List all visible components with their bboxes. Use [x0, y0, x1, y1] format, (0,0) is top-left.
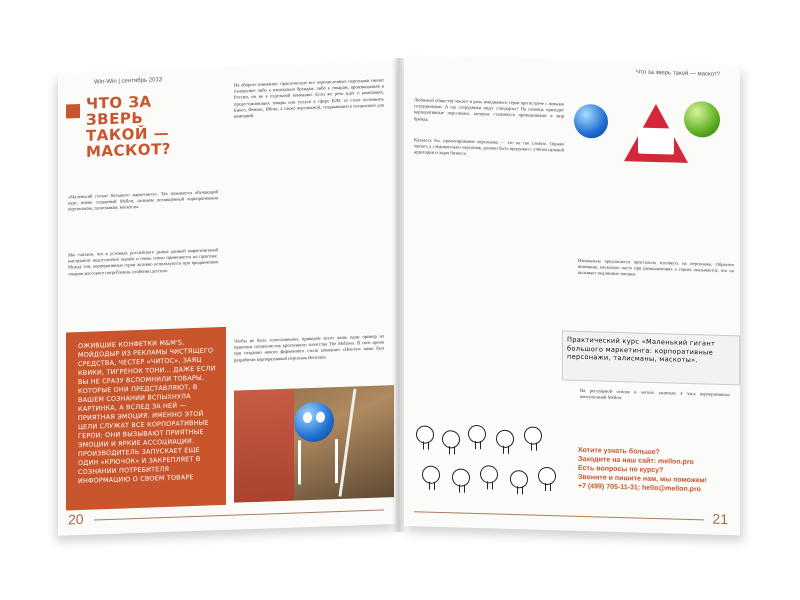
article-title: ЧТО ЗА ЗВЕРЬ ТАКОЙ — МАСКОТ?	[86, 92, 171, 161]
course-title: Практический курс «Маленький гигант большого маркетинга: корпоративные персонажи, талисманы, маскоты».	[567, 335, 716, 365]
mascot-left-eye	[303, 412, 312, 423]
sketch-8-icon	[480, 465, 498, 484]
title-accent-bar	[66, 104, 80, 118]
pull-quote-text: ОЖИВШИЕ КОНФЕТКИ M&M'S, МОЙДОДЫР ИЗ РЕКЛАМЫ ЧИСТЯЩЕГО СРЕДСТВА, ЧЕСТЕР «ЧИТОС», ЗАЯЦ КВИКИ, ТИГРЕНОК ТОНИ... ДАЖЕ ЕСЛИ ВЫ НЕ СРАЗУ ВСПОМНИЛИ ТОВАРЫ, КОТОРЫЕ ОНИ ПРЕДСТАВЛЯЮТ, В ВАШЕМ СОЗНАНИИ ВСПЫХНУЛА КАРТИНКА, А ВСЛЕД ЗА НЕЙ — ПРИЯТНАЯ ЭМОЦИЯ. ИМЕННО ЭТОЙ ЦЕЛИ СЛУЖАТ ВСЕ КОРПОРАТИВНЫЕ ГЕРОИ: ОНИ ВЫЗЫВАЮТ ПРИЯТНЫЕ ЭМОЦИИ И ЯРКИЕ АССОЦИАЦИИ. ПРОИЗВОДИТЕЛЬ ЗАПУСКАЕТ ЕЩЕ ОДИН «КРЮЧОК» И ЗАКРЕПЛЯЕТ В СОЗНАНИИ ПОТРЕБИТЕЛЯ ИНФОРМАЦИЮ О СВОЕМ ТОВАРЕ	[78, 338, 216, 486]
right-page-number: 21	[712, 510, 728, 528]
mascot-illustration	[566, 80, 734, 181]
flag-pole	[338, 389, 356, 497]
blue-ball-mascot	[574, 104, 608, 139]
warning-sign-picture	[638, 128, 674, 155]
left-page-number: 20	[68, 510, 84, 528]
mascot-right-eye	[316, 411, 325, 422]
body-column-2: На обороте внимание: практические все перечисленные персонажи имеют отношение либо к изначально брендам, либо к товарам, производимым в России, но не к отдельной компании. Если же речь идёт о компаниях, предоставляющих товары или услуги в сфере B2B, то стоит вспомнить Бинго, Феникс, Ибикс, а также персонажей, создававшихся специально для компаний.	[234, 77, 384, 119]
sketch-7-icon	[452, 468, 470, 487]
course-announcement-box	[562, 330, 740, 385]
red-flag-fabric	[234, 389, 294, 503]
pull-quote-box	[66, 327, 226, 511]
sketch-5-icon	[524, 426, 542, 445]
right-page	[404, 57, 740, 535]
right-footer-rule	[414, 511, 704, 520]
course-note: На регулярной основе в легких занятиях 4 часа корпоративных консультаций Mellon.	[580, 387, 730, 401]
right-body-column-1: Любимый обществу маскот и роль имиджевого героя при встрече с новыми сотрудниками. А где сотрудники ищут стандарты? На помощь приходят корпоративные персонажи, которые становятся проводниками в мир бренда.	[414, 97, 564, 122]
sketch-3-icon	[468, 425, 486, 444]
promo-line-2: Заходите на наш сайт: mellon.pro	[578, 455, 694, 467]
left-footer-rule	[94, 509, 384, 520]
promo-line-1: Хотите узнать больше?	[578, 446, 660, 457]
right-running-head: Что за зверь такой — маскот?	[636, 69, 720, 78]
mascot-sketches	[412, 421, 568, 511]
right-body-column-3: Изначально предлагается пристально взглянуть на персонажа. Обратите внимание, насколько часто при размышлениях о героях оказывается, что он вызывает подлинные эмоции.	[578, 257, 734, 277]
mascot-photo	[234, 385, 394, 503]
intro-paragraph: «Маленький гигант большого маркетинга». Так называется обучающий курс, вновь созданный Mellon, целиком посвящённый корпоративным персонажам, талисманам, маскотам.	[68, 189, 218, 212]
sketch-9-icon	[510, 470, 528, 489]
sketch-4-icon	[496, 430, 514, 449]
promo-line-4: Звоните и пишите нам, мы поможем!	[578, 473, 708, 485]
sketch-10-icon	[538, 467, 556, 486]
green-ball-mascot	[684, 101, 720, 138]
promo-block	[578, 446, 738, 495]
left-running-head: Win-Win | сентябрь 2013	[94, 77, 163, 86]
blue-mascot-figure	[294, 401, 334, 442]
body-column-3: Чтобы не быть голословными, приведём всего лишь один пример из практики специалистов креативного агентства The Mellows. В свое время при создании нового фирменного стиля компании «Неоген» нами был разработан корпоративный персонаж Неотоша.	[234, 333, 384, 363]
promo-line-3: Есть вопросы по курсу?	[578, 464, 664, 475]
mascot-legs	[298, 439, 338, 484]
right-body-column-2: Казалось бы, проектирование персонажа — это не так сложно. Однако маскот, а следовательно персонаж, должен быть продуман с учётом целевой аудитории и задач бизнеса.	[414, 137, 564, 157]
sketch-2-icon	[442, 430, 460, 449]
promo-line-5: +7 (499) 705-11-31; hello@mellon.pro	[578, 482, 701, 494]
body-column-1: Мы считаем, что в условиях российского рынка данный маркетинговый инструмент недостаточно оценён и очень плохо применяется на практике. Между тем, корпоративные герои активно используются при продвижении товаров массового потребления, особенно детских.	[68, 247, 218, 277]
sketch-6-icon	[422, 466, 440, 485]
left-page	[58, 63, 396, 536]
sketch-1-icon	[416, 425, 434, 444]
